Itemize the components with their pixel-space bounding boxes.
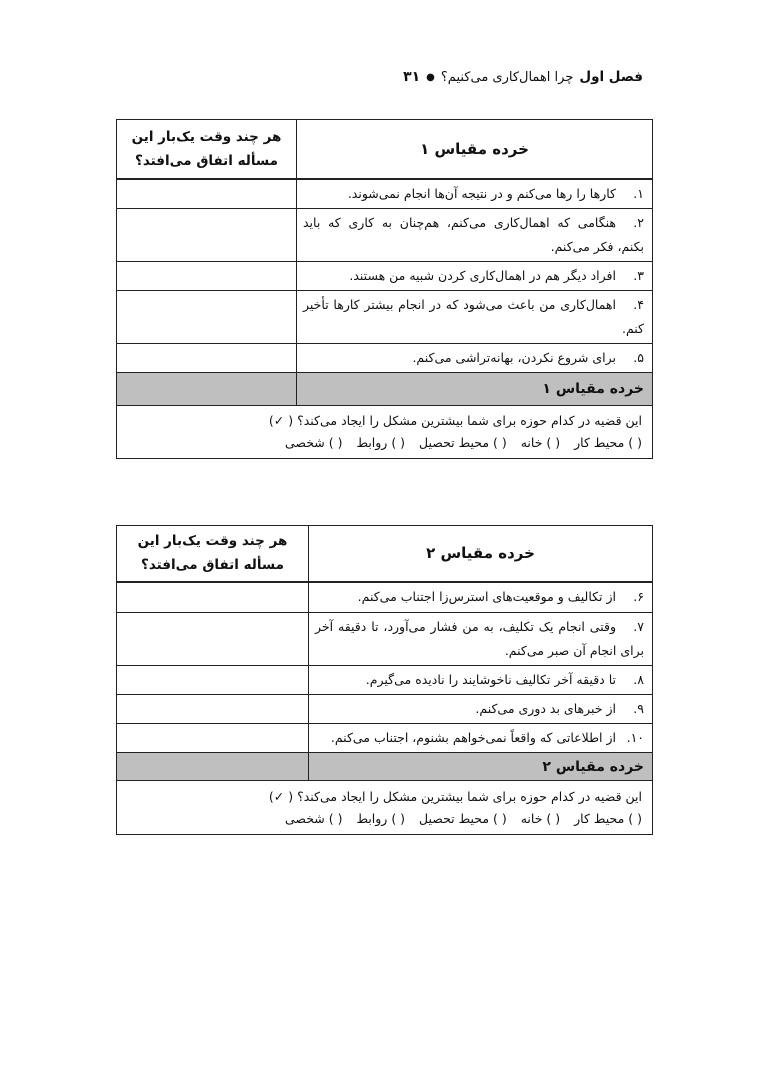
question-text: این قضیه در کدام حوزه برای شما بیشترین مشکل را ایجاد می‌کند؟ xyxy=(297,413,642,428)
list-item: ۹.از خبرهای بد دوری می‌کنم. xyxy=(309,695,653,724)
list-item: ۳.افراد دیگر هم در اهمال‌کاری کردن شبیه من هستند. xyxy=(297,262,653,291)
bullet-icon: ● xyxy=(426,71,435,83)
list-item: ۱۰.از اطلاعاتی که واقعاً نمی‌خواهم بشنوم، اجتناب می‌کنم. xyxy=(309,724,653,753)
frequency-answer-cell[interactable] xyxy=(117,724,309,753)
option-personal[interactable]: ( ) شخصی xyxy=(284,810,343,826)
domain-question xyxy=(117,406,653,459)
chapter-label: فصل اول xyxy=(579,69,643,85)
check-icon: ( ✓) xyxy=(268,788,294,804)
frequency-header: هر چند وقت یک‌بار این مسأله اتفاق می‌افتد؟ xyxy=(117,120,297,179)
option-relationships[interactable]: ( ) روابط xyxy=(356,810,406,826)
subtotal-label: خرده مقیاس ۱ xyxy=(297,373,653,406)
frequency-answer-cell[interactable] xyxy=(117,262,297,291)
list-item: ۷.وقتی انجام یک تکلیف، به من فشار می‌آورد، تا دقیقه آخر برای انجام آن صبر می‌کنم. xyxy=(309,613,653,666)
option-school[interactable]: ( ) محیط تحصیل xyxy=(419,810,507,826)
table-title: خرده مقیاس ۱ xyxy=(297,120,653,179)
page-number: ۳۱ xyxy=(403,69,421,85)
frequency-answer-cell[interactable] xyxy=(117,179,297,209)
list-item: ۶.از تکالیف و موقعیت‌های استرس‌زا اجتناب می‌کنم. xyxy=(309,582,653,613)
list-item: ۸.تا دقیقه آخر تکالیف ناخوشایند را نادیده می‌گیرم. xyxy=(309,666,653,695)
frequency-answer-cell[interactable] xyxy=(117,209,297,262)
frequency-answer-cell[interactable] xyxy=(117,613,309,666)
frequency-answer-cell[interactable] xyxy=(117,582,309,613)
check-icon: ( ✓) xyxy=(268,413,294,428)
option-home[interactable]: ( ) خانه xyxy=(520,810,561,826)
subscale-table-1 xyxy=(116,119,653,459)
table-title: خرده مقیاس ۲ xyxy=(309,526,653,582)
option-personal[interactable]: ( ) شخصی xyxy=(284,435,343,450)
question-text: این قضیه در کدام حوزه برای شما بیشترین مشکل را ایجاد می‌کند؟ xyxy=(297,788,642,804)
list-item: ۵.برای شروع نکردن، بهانه‌تراشی می‌کنم. xyxy=(297,344,653,373)
list-item: ۱.کارها را رها می‌کنم و در نتیجه آن‌ها انجام نمی‌شوند. xyxy=(297,179,653,209)
option-home[interactable]: ( ) خانه xyxy=(520,435,561,450)
option-work[interactable]: ( ) محیط کار xyxy=(574,810,642,826)
page-header xyxy=(118,66,643,88)
subtotal-score-cell[interactable] xyxy=(117,753,309,781)
subscale-table-2 xyxy=(116,525,653,835)
domain-question xyxy=(117,781,653,835)
frequency-answer-cell[interactable] xyxy=(117,291,297,344)
chapter-title: چرا اهمال‌کاری می‌کنیم؟ xyxy=(440,69,574,85)
option-work[interactable]: ( ) محیط کار xyxy=(574,435,642,450)
subtotal-score-cell[interactable] xyxy=(117,373,297,406)
frequency-header: هر چند وقت یک‌بار این مسأله اتفاق می‌افتد؟ xyxy=(117,526,309,582)
list-item: ۴.اهمال‌کاری من باعث می‌شود که در انجام بیشتر کارها تأخیر کنم. xyxy=(297,291,653,344)
frequency-answer-cell[interactable] xyxy=(117,344,297,373)
subtotal-label: خرده مقیاس ۲ xyxy=(309,753,653,781)
frequency-answer-cell[interactable] xyxy=(117,666,309,695)
frequency-answer-cell[interactable] xyxy=(117,695,309,724)
option-relationships[interactable]: ( ) روابط xyxy=(356,435,406,450)
list-item: ۲.هنگامی که اهمال‌کاری می‌کنم، هم‌چنان به کاری که باید بکنم، فکر می‌کنم. xyxy=(297,209,653,262)
option-school[interactable]: ( ) محیط تحصیل xyxy=(419,435,507,450)
